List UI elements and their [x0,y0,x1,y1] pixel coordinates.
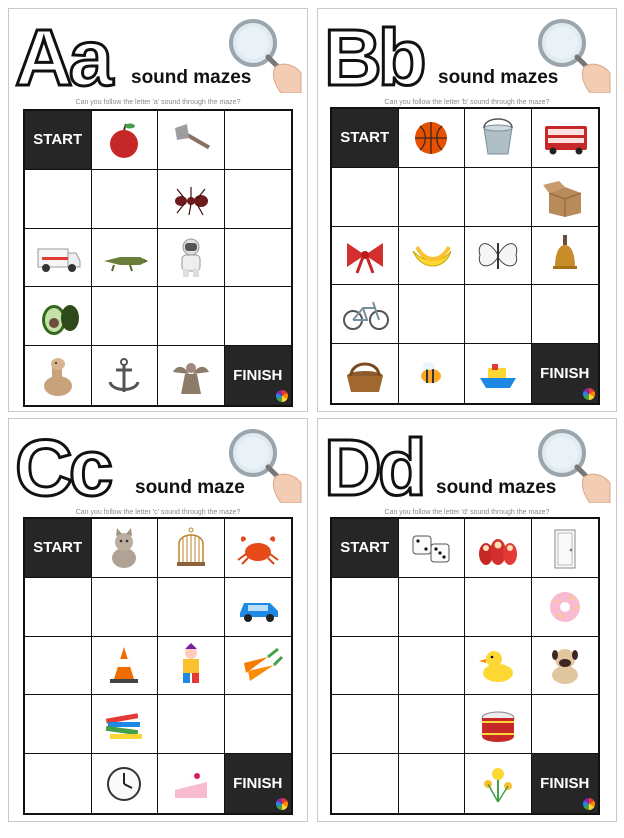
magnifying-glass-icon [223,15,303,93]
maze-grid [23,517,293,815]
start-cell [332,519,399,578]
maze-cell-donut [532,578,599,637]
bicycle-icon [339,292,391,336]
donut-icon [539,585,591,629]
instruction-text: Can you follow the letter 'b' sound through the maze? [384,99,550,106]
bow-icon [339,233,391,277]
maze-cell-empty [225,695,292,754]
maze-cell-anchor [92,346,159,405]
cake-icon [165,762,217,806]
maze-cell-butterfly [465,227,532,286]
maze-cell-angel [158,346,225,405]
ambulance-icon [32,235,84,279]
big-letters [324,423,423,512]
worksheet-a [8,8,308,412]
maze-cell-empty [399,754,466,813]
maze-cell-bell [532,227,599,286]
finish-label: FINISH [540,365,590,383]
start-label: START [340,129,390,147]
maze-cell-ambulance [25,229,92,288]
maze-cell-empty [25,754,92,813]
maze-cell-cat [92,519,159,578]
maze-cell-empty [332,637,399,696]
maze-cell-empty [465,168,532,227]
finish-cell [225,346,292,405]
car-icon [232,585,284,629]
bus-icon [539,116,591,160]
maze-cell-clown [158,637,225,696]
angel-icon [165,354,217,398]
maze-cell-cage [158,519,225,578]
maze-cell-empty [399,637,466,696]
start-cell [25,111,92,170]
maze-cell-axe [158,111,225,170]
instruction-text: Can you follow the letter 'a' sound through the maze? [75,99,241,106]
cage-icon [165,526,217,570]
box-icon [539,175,591,219]
maze-cell-empty [332,695,399,754]
bell-icon [539,233,591,277]
maze-cell-cake [158,754,225,813]
start-label: START [33,539,83,557]
sheet-title: sound mazes [436,477,557,498]
maze-cell-dice [399,519,466,578]
maze-cell-duck [465,637,532,696]
maze-cell-empty [25,170,92,229]
sheet-title: sound maze [135,477,245,498]
maze-cell-crayons [92,695,159,754]
door-icon [539,526,591,570]
maze-cell-empty [399,168,466,227]
maze-cell-crab [225,519,292,578]
maze-cell-empty [25,695,92,754]
basketball-icon [405,116,457,160]
maze-cell-empty [158,578,225,637]
crab-icon [232,526,284,570]
bee-icon [405,352,457,396]
maze-cell-empty [158,695,225,754]
rainbow-logo-icon [276,390,288,402]
alpaca-icon [32,354,84,398]
maze-cell-empty [92,578,159,637]
dice-icon [405,526,457,570]
maze-cell-apple [92,111,159,170]
dog-icon [539,643,591,687]
cone-icon [98,643,150,687]
maze-cell-carrots [225,637,292,696]
maze-cell-car [225,578,292,637]
maze-cell-empty [465,285,532,344]
uppercase-letter: C [15,423,69,512]
magnifying-glass-icon [532,15,612,93]
lowercase-letter: d [377,423,423,512]
maze-cell-empty [158,287,225,346]
butterfly-icon [472,233,524,277]
basket-icon [339,352,391,396]
big-letters [15,13,110,102]
sheet-title: sound mazes [131,67,252,88]
sheet-title: sound mazes [438,67,559,88]
maze-cell-clock [92,754,159,813]
uppercase-letter: A [15,13,69,102]
maze-cell-empty [532,695,599,754]
maze-grid [330,517,600,815]
maze-cell-empty [225,229,292,288]
lowercase-letter: c [68,423,110,512]
maze-cell-empty [25,637,92,696]
avocado-icon [32,294,84,338]
maze-cell-empty [92,287,159,346]
rainbow-logo-icon [276,798,288,810]
maze-cell-alligator [92,229,159,288]
maze-cell-empty [465,578,532,637]
astronaut-icon [165,235,217,279]
magnifying-glass-icon [223,425,303,503]
maze-cell-dolls [465,519,532,578]
instruction-text: Can you follow the letter 'd' sound through the maze? [384,509,550,516]
clown-icon [165,643,217,687]
ant-icon [165,177,217,221]
maze-cell-empty [225,287,292,346]
maze-cell-bee [399,344,466,403]
dolls-icon [472,526,524,570]
axe-icon [165,118,217,162]
duck-icon [472,643,524,687]
carrots-icon [232,643,284,687]
banana-icon [405,233,457,277]
lowercase-letter: b [377,13,423,102]
start-label: START [33,131,83,149]
maze-cell-alpaca [25,346,92,405]
rainbow-logo-icon [583,798,595,810]
maze-cell-basketball [399,109,466,168]
rainbow-logo-icon [583,388,595,400]
maze-cell-bus [532,109,599,168]
clock-icon [98,762,150,806]
apple-icon [98,118,150,162]
anchor-icon [98,354,150,398]
boat-icon [472,352,524,396]
finish-label: FINISH [233,367,283,385]
finish-cell [532,344,599,403]
maze-cell-ant [158,170,225,229]
maze-cell-empty [332,754,399,813]
big-letters [324,13,423,102]
maze-cell-basket [332,344,399,403]
finish-label: FINISH [233,775,283,793]
worksheet-b [317,8,617,412]
maze-cell-empty [25,578,92,637]
maze-cell-boat [465,344,532,403]
cat-icon [98,526,150,570]
bucket-icon [472,116,524,160]
finish-label: FINISH [540,775,590,793]
maze-cell-bucket [465,109,532,168]
dandelion-icon [472,762,524,806]
start-label: START [340,539,390,557]
magnifying-glass-icon [532,425,612,503]
big-letters [15,423,110,512]
maze-grid [330,107,600,405]
maze-cell-avocado [25,287,92,346]
maze-cell-banana [399,227,466,286]
maze-cell-dandelion [465,754,532,813]
maze-cell-door [532,519,599,578]
maze-cell-bow [332,227,399,286]
start-cell [332,109,399,168]
instruction-text: Can you follow the letter 'c' sound through the maze? [75,509,241,516]
maze-cell-empty [225,170,292,229]
drum-icon [472,702,524,746]
maze-cell-bicycle [332,285,399,344]
maze-cell-empty [225,111,292,170]
maze-cell-dog [532,637,599,696]
maze-cell-box [532,168,599,227]
alligator-icon [98,235,150,279]
lowercase-letter: a [68,13,110,102]
maze-cell-empty [332,168,399,227]
finish-cell [225,754,292,813]
crayons-icon [98,702,150,746]
worksheet-c [8,418,308,822]
maze-cell-empty [399,578,466,637]
maze-cell-empty [92,170,159,229]
maze-grid [23,109,293,407]
start-cell [25,519,92,578]
maze-cell-empty [399,285,466,344]
maze-cell-empty [532,285,599,344]
maze-cell-astronaut [158,229,225,288]
maze-cell-cone [92,637,159,696]
maze-cell-empty [332,578,399,637]
worksheet-d [317,418,617,822]
maze-cell-drum [465,695,532,754]
uppercase-letter: D [324,423,378,512]
maze-cell-empty [399,695,466,754]
finish-cell [532,754,599,813]
uppercase-letter: B [324,13,378,102]
